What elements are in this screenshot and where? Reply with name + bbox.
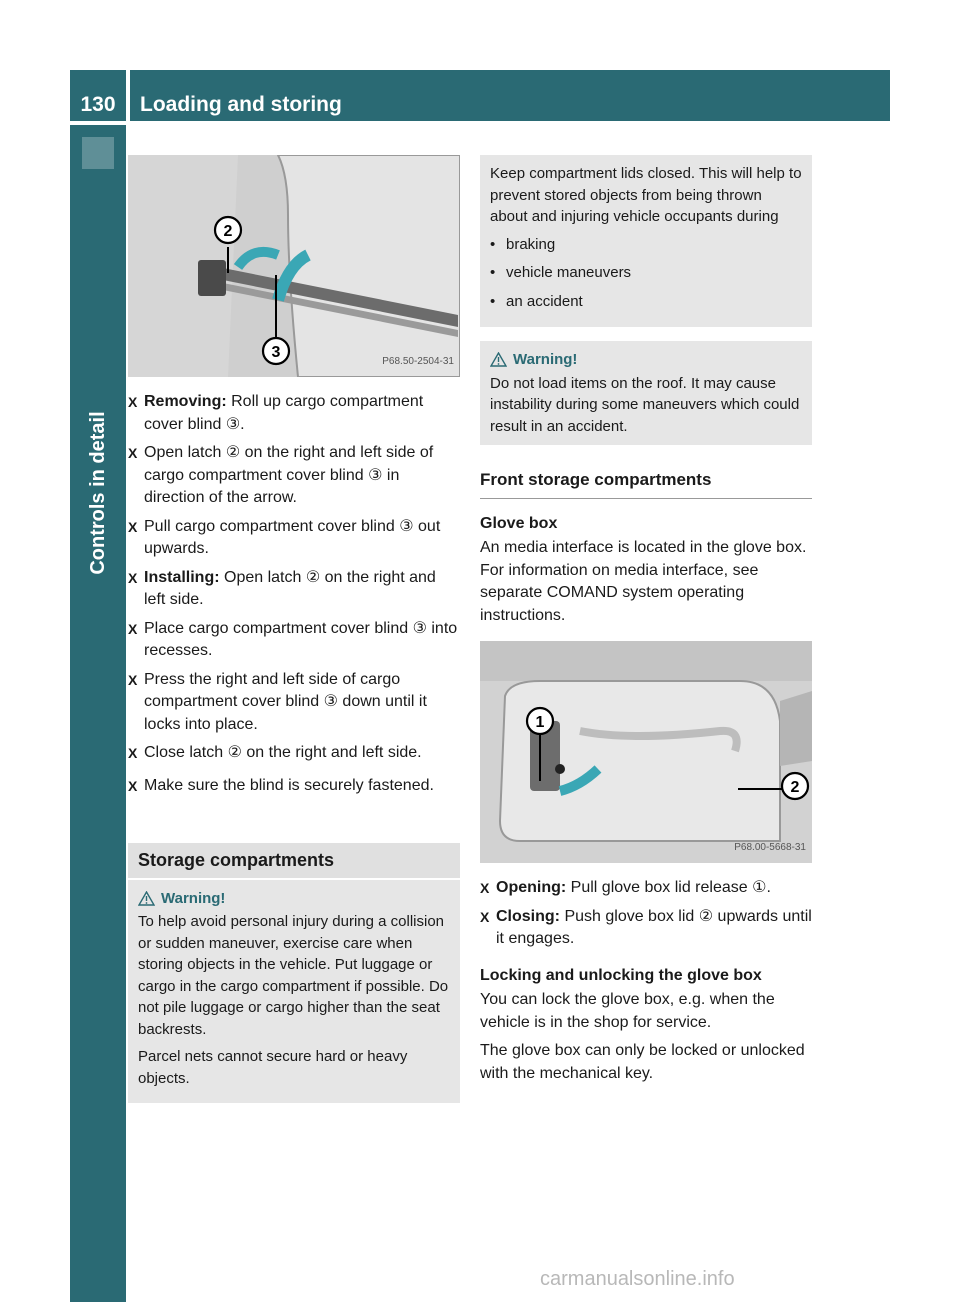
glove-box-steps <box>480 877 812 951</box>
glove-box-figure <box>480 641 812 863</box>
cargo-cover-figure <box>128 155 460 377</box>
step-item: X Pull cargo compartment cover blind ③ out upwards. <box>128 517 441 557</box>
callout-3-number: 3 <box>271 344 281 361</box>
warning-icon <box>138 891 155 906</box>
bullet-item: • vehicle maneuvers <box>490 264 632 281</box>
bullet-item: • braking <box>490 235 556 253</box>
left-column <box>128 155 460 1103</box>
step-item: X Removing: Roll up cargo compartment cover blind ③. <box>128 393 424 433</box>
page-title: Loading and storing <box>130 70 890 121</box>
warning-text: Do not load items on the roof. It may cause instability during some maneuvers which could result in an accident. <box>490 374 800 435</box>
lids-note <box>480 155 812 327</box>
warning-label: Warning! <box>161 889 226 907</box>
bullet-item: • an accident <box>490 292 583 310</box>
roof-warning <box>480 341 812 445</box>
step-item: X Place cargo compartment cover blind ③ into recesses. <box>128 619 458 659</box>
step-item: X Installing: Open latch ② on the right and left side. <box>128 568 436 608</box>
glove-box-text: An media interface is located in the glove box. For information on media interface, see separate COMAND system operating instructions. <box>480 539 807 624</box>
step-item: X Make sure the blind is securely fastened. <box>128 776 434 794</box>
warning-text: To help avoid personal injury during a collision or sudden maneuver, exercise care when storing objects in the vehicle. Put luggage or cargo in the cargo compartment if possible. Do not pile luggage or cargo higher than the seat backrests. <box>138 913 449 1038</box>
callout-2-number: 2 <box>223 223 233 240</box>
cargo-cover-illustration <box>128 155 460 377</box>
step-item: X Closing: Push glove box lid ② upwards until it engages. <box>480 907 812 947</box>
figure-code: P68.50-2504-31 <box>382 355 454 367</box>
locking-text: You can lock the glove box, e.g. when the vehicle is in the shop for service. <box>480 991 775 1031</box>
side-tab-label: Controls in detail <box>86 411 109 575</box>
storage-heading: Storage compartments <box>128 843 460 878</box>
glove-box-heading: Glove box <box>480 514 558 532</box>
callout-1-number: 1 <box>535 714 545 731</box>
step-item: X Open latch ② on the right and left side of cargo compartment cover blind ③ in direction of the arrow. <box>128 444 434 506</box>
locking-heading: Locking and unlocking the glove box <box>480 966 762 984</box>
glove-box-illustration <box>480 641 812 863</box>
front-storage-heading: Front storage compartments <box>480 469 812 499</box>
locking-text: The glove box can only be locked or unlocked with the mechanical key. <box>480 1042 805 1082</box>
step-item: X Close latch ② on the right and left side. <box>128 744 422 761</box>
cargo-cover-steps <box>128 391 460 797</box>
warning-text: Parcel nets cannot secure hard or heavy objects. <box>138 1048 408 1087</box>
warning-label: Warning! <box>513 351 578 368</box>
lids-note-text: Keep compartment lids closed. This will help to prevent stored objects from being thrown about and injuring vehicle occupants during <box>490 165 802 225</box>
warning-icon <box>490 352 507 367</box>
side-tab <box>70 125 126 1302</box>
right-column <box>480 155 812 1091</box>
step-item: X Press the right and left side of cargo compartment cover blind ③ down until it locks into place. <box>128 670 427 733</box>
step-item: X Opening: Pull glove box lid release ①. <box>480 879 771 896</box>
storage-warning <box>128 880 460 1104</box>
footer-watermark: carmanualsonline.info <box>540 1268 735 1290</box>
page-number: 130 <box>70 70 126 121</box>
callout-2-number: 2 <box>790 779 800 796</box>
figure-code: P68.00-5668-31 <box>734 841 806 853</box>
